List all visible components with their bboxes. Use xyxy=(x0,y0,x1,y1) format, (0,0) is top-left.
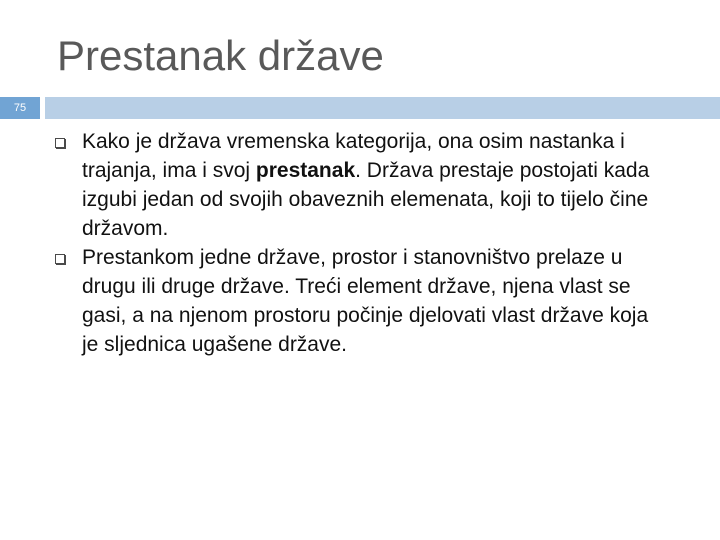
square-bullet-icon xyxy=(55,138,65,148)
bullet-text-1-part-1: Kako je država vremenska kategorija, ona osim nastanka i trajanja, ima i svoj xyxy=(82,130,625,182)
bullet-item-2 xyxy=(55,243,655,359)
slide-number: 75 xyxy=(13,102,27,114)
bullet-text-1-part-2: . Država prestaje postojati kada izgubi jedan od svojih obaveznih elemenata, koji to tijelo čine državom. xyxy=(82,159,650,240)
slide-title: Prestanak države xyxy=(57,32,384,79)
bullet-item-1 xyxy=(55,127,655,243)
bullet-text-1-bold-term: prestanak xyxy=(255,159,356,182)
header-divider-bar xyxy=(45,97,720,119)
bullet-text-1 xyxy=(82,127,655,243)
square-bullet-icon xyxy=(55,254,65,264)
bullet-list xyxy=(55,127,655,359)
bullet-text-2: Prestankom jedne države, prostor i stanovništvo prelaze u drugu ili druge države. Treći element države, njena vlast se gasi, a na njenom prostoru počinje djelovati vlast države koja je sljednica ugašene države. xyxy=(82,246,649,356)
